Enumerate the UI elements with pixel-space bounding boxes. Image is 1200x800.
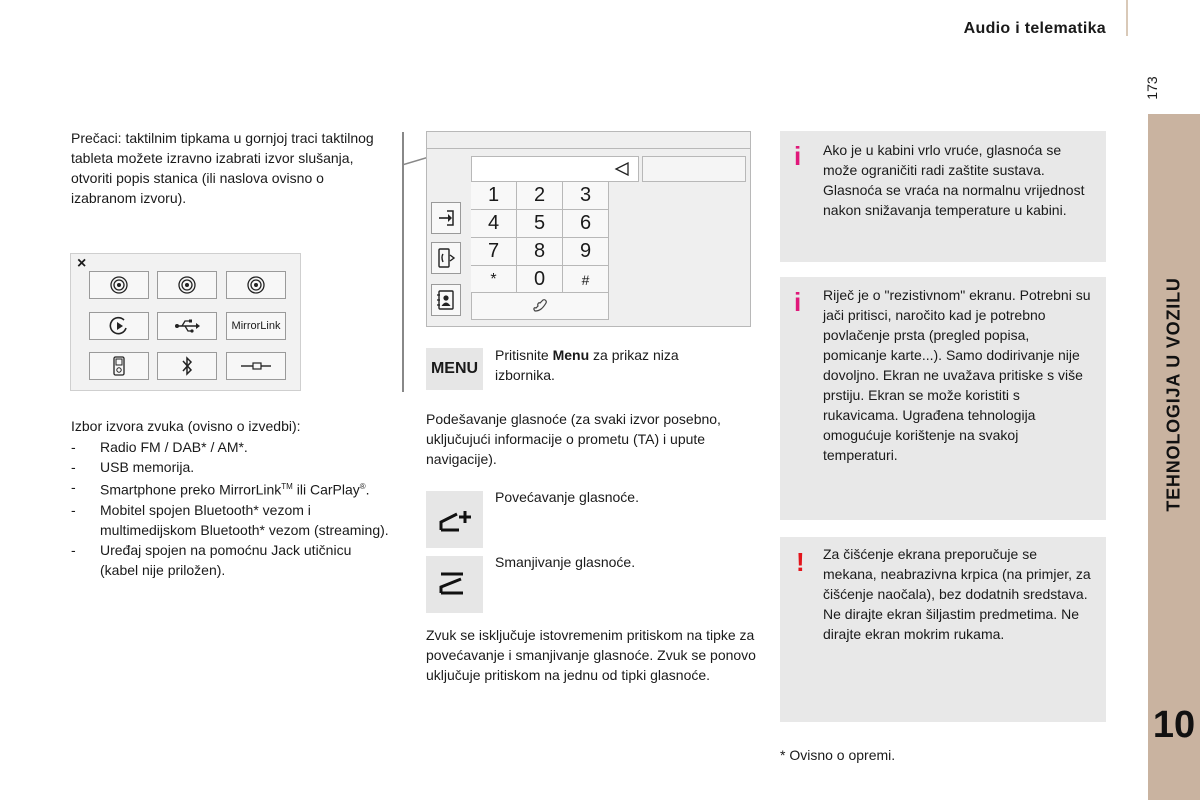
keypad-key[interactable]: 7 [471, 238, 517, 266]
page-header-title: Audio i telematika [963, 20, 1106, 37]
volume-down-button-illustration [426, 556, 483, 613]
keypad-key[interactable]: 3 [563, 182, 609, 210]
phone-transfer-button[interactable] [431, 242, 461, 274]
volume-up-icon [439, 509, 473, 533]
menu-description: Pritisnite Menu za prikaz niza izbornika. [495, 347, 679, 383]
dial-number-display[interactable] [471, 156, 639, 182]
play-circle-icon [109, 316, 129, 336]
audio-sources-list [71, 437, 391, 580]
jack-cable-icon [239, 360, 273, 372]
dial-keypad [471, 182, 611, 292]
keypad-key[interactable]: 6 [563, 210, 609, 238]
volume-up-description: Povećavanje glasnoće. [495, 489, 639, 505]
contacts-button[interactable] [431, 284, 461, 316]
radio-icon [109, 275, 129, 295]
warning-note-cleaning [780, 537, 1106, 722]
info-note-resistive-screen [780, 277, 1106, 520]
list-item: - Mobitel spojen Bluetooth* vezom i multimedijskom Bluetooth* vezom (streaming). [71, 501, 389, 538]
ipod-button[interactable] [89, 352, 149, 380]
backspace-icon[interactable] [614, 162, 630, 176]
header-divider [1126, 0, 1128, 36]
page-number: 173 [1144, 76, 1160, 100]
mute-description: Zvuk se isključuje istovremenim pritiskom na tipke za povećavanje i smanjivanje glasnoće. Zvuk se ponovo uključuje pritiskom na jednu od tipki glasnoće. [426, 627, 756, 683]
keypad-key[interactable]: # [563, 266, 609, 294]
keypad-key[interactable]: * [471, 266, 517, 294]
radio-icon [177, 275, 197, 295]
list-item: - Uređaj spojen na pomoćnu Jack utičnicu (kabel nije priložen). [71, 541, 352, 578]
keypad-key[interactable]: 9 [563, 238, 609, 266]
radio-icon [246, 275, 266, 295]
volume-down-icon [439, 570, 473, 596]
phone-transfer-icon [436, 247, 456, 269]
phone-handset-icon [531, 297, 549, 315]
chapter-number: 10 [1152, 704, 1196, 746]
contacts-book-icon [436, 289, 456, 311]
mirrorlink-label: MirrorLink [231, 320, 281, 332]
bluetooth-button[interactable] [157, 352, 217, 380]
keypad-key[interactable]: 2 [517, 182, 563, 210]
close-icon[interactable]: × [77, 255, 87, 272]
volume-down-description: Smanjivanje glasnoće. [495, 554, 636, 570]
info-note-temperature [780, 131, 1106, 262]
phone-keypad-screen [426, 131, 751, 327]
radio-button-3[interactable] [226, 271, 286, 299]
bluetooth-icon [181, 356, 193, 376]
menu-button-illustration: MENU [426, 348, 483, 390]
info-icon: i [794, 287, 802, 317]
keypad-key[interactable]: 5 [517, 210, 563, 238]
warning-icon: ! [796, 547, 805, 577]
call-log-button[interactable] [431, 202, 461, 234]
shortcuts-paragraph: Prečaci: taktilnim tipkama u gornjoj traci taktilnog tableta možete izravno izabrati izvor slušanja, otvoriti popis stanica (ili naslova ovisno o izabranom izvoru). [71, 130, 374, 206]
chapter-tab [1148, 114, 1200, 800]
enter-arrow-icon [436, 208, 456, 228]
list-item: - USB memorija. [71, 459, 195, 475]
keypad-key[interactable]: 8 [517, 238, 563, 266]
callout-line [402, 132, 404, 392]
usb-button[interactable] [157, 312, 217, 340]
media-play-button[interactable] [89, 312, 149, 340]
note-text: Ako je u kabini vrlo vruće, glasnoća se može ograničiti radi zaštite sustava. Glasnoća se vraća na normalnu vrijednost nakon snižavanja temperature u kabini. [823, 142, 1085, 218]
note-text: Za čišćenje ekrana preporučuje se mekana, neabrazivna krpica (na primjer, za čišćenje naočala), bez dodatnih sredstava. Ne dirajte ekran šiljastim predmetima. Ne dirajte ekran mokrim rukama. [823, 546, 1091, 642]
note-text: Riječ je o "rezistivnom" ekranu. Potrebni su jači pritisci, naročito kad je potrebno povlačenje prsta (pregled popisa, pomicanje karte...). Samo dodirivanje nije dovoljno. Ekran ne uvažava pritiske s više prstiju. Ekran se može koristiti s rukavicama. Ugrađena tehnologija omogućuje korištenje na svakoj temperaturi. [823, 287, 1091, 463]
radio-button-2[interactable] [157, 271, 217, 299]
keypad-key[interactable]: 0 [517, 266, 563, 294]
portable-player-icon [113, 356, 125, 376]
contact-field[interactable] [642, 156, 746, 182]
volume-intro: Podešavanje glasnoće (za svaki izvor posebno, uključujući informacije o prometu (TA) i upute navigacije). [426, 411, 721, 467]
volume-up-button-illustration [426, 491, 483, 548]
sources-title: Izbor izvora zvuka (ovisno o izvedbi): [71, 418, 301, 434]
usb-icon [174, 319, 200, 333]
footnote: * Ovisno o opremi. [780, 747, 896, 763]
list-item: - Smartphone preko MirrorLink™ ili CarPlay®. [71, 479, 370, 498]
list-item: - Radio FM / DAB* / AM*. [71, 439, 248, 455]
keypad-key[interactable]: 1 [471, 182, 517, 210]
keypad-key[interactable]: 4 [471, 210, 517, 238]
keypad-top-bar [427, 132, 750, 149]
radio-button-1[interactable] [89, 271, 149, 299]
info-icon: i [794, 141, 802, 171]
mirrorlink-button[interactable] [226, 312, 286, 340]
chapter-title: TEHNOLOGIJA U VOZILU [1163, 277, 1184, 512]
call-button[interactable] [471, 292, 609, 320]
audio-source-panel [70, 253, 301, 391]
jack-button[interactable] [226, 352, 286, 380]
